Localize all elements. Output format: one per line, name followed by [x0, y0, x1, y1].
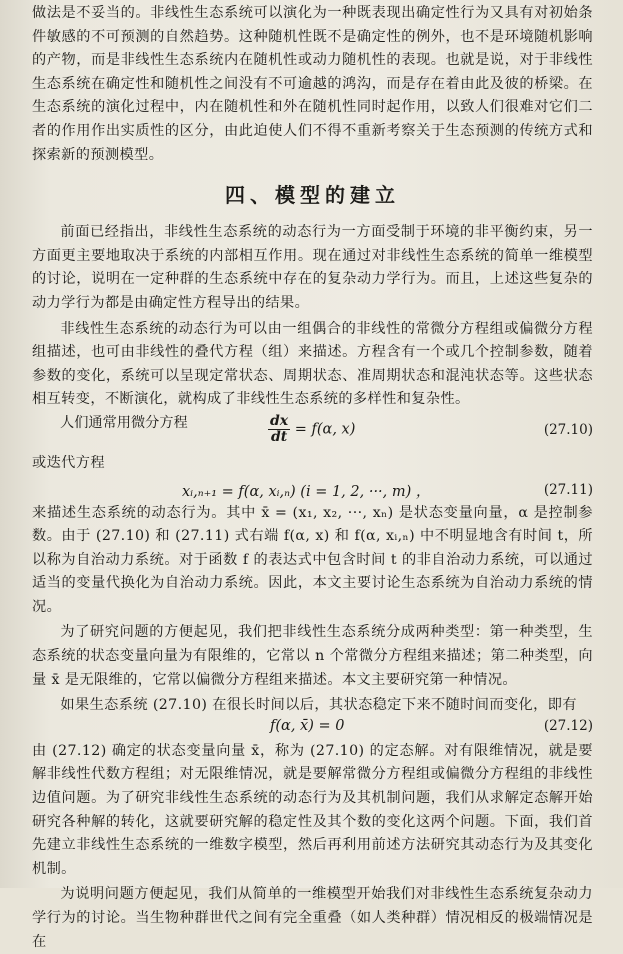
equation-number-27-11: (27.11) [543, 481, 593, 498]
equation-lead-text: 人们通常用微分方程 [60, 414, 188, 431]
equation-rhs: = f(α, x) [290, 421, 356, 438]
paragraph-steady-solution: 由 (27.12) 确定的状态变量向量 x̄，称为 (27.10) 的定态解。对有限维情况，就是要解非线性代数方程组；对无限维情况，就是要解常微分方程组或偏微分方程组的非线性边值问题。为了研究非线性生态系统的动态行为及其机制问题，我们从求解定态解开始研究各种解的转化，这就要研究解的稳定性及其个数的变化这两个问题。下面，我们首先建立非线性生态系统的一维数字模型，然后再利用前述方法研究其动态行为及其变化机制。 [32, 742, 593, 877]
paragraph-system-types: 为了研究问题的方便起见，我们把非线性生态系统分成两种类型：第一种类型，生态系统的状态变量向量为有限维的，它常以 n 个常微分方程组来描述；第二种类型，向量 x̄ 是无限维的，它常以偏微分方程组来描述。本文主要研究第一种情况。 [32, 624, 593, 688]
paragraph-model-intro: 前面已经指出，非线性生态系统的动态行为一方面受制于环境的非平衡约束，另一方面更主要地取决于系统的内部相互作用。现在通过对非线性生态系统的简单一维模型的讨论，说明在一定种群的生态系统中存在的复杂动力学行为。而且，上述这些复杂的动力学行为都是由确定性方程导出的结果。 [32, 224, 593, 311]
equation-row-27-11 [32, 476, 593, 502]
derivative-fraction [268, 414, 290, 445]
equation-number-27-12: (27.12) [543, 717, 593, 734]
paragraph-autonomous-system: 来描述生态系统的动态行为。其中 x̄ = (x₁, x₂, ···, xₙ) 是状态变量向量，α 是控制参数。由于 (27.10) 和 (27.11) 式右端 f(α, x) 和 f(α, xᵢ,ₙ) 中不明显地含有时间 t，所以称为自治动力系统。对于函数 f 的表达式中包含时间 t 的非自治动力系统，可以通过适当的变量代换化为自治动力系统。因此，本文主要讨论生态系统为自治动力系统的情况。 [32, 504, 593, 615]
equation-27-10 [268, 414, 355, 445]
equation-27-11: xᵢ,ₙ₊₁ = f(α, xᵢ,ₙ) (i = 1, 2, ···, m) ， [182, 483, 431, 500]
equation-row-27-12 [32, 718, 593, 740]
equation-27-12: f(α, x̄) = 0 [270, 717, 345, 734]
fraction-denominator: dt [270, 428, 288, 445]
paragraph-iterative-lead: 或迭代方程 [32, 454, 105, 471]
equation-row-27-10 [32, 412, 593, 446]
section-title: 四、模型的建立 [225, 183, 400, 208]
paragraph-steady-state-lead: 如果生态系统 (27.10) 在很长时间以后，其状态稳定下来不随时间而变化，即有 [60, 697, 577, 714]
paragraph-one-dimensional-model: 为说明问题方便起见，我们从简单的一维模型开始我们对非线性生态系统复杂动力学行为的讨论。当生物种群世代之间有完全重叠（如人类种群）情况相反的极端情况是在 [32, 886, 593, 950]
paragraph-equations-desc: 非线性生态系统的动态行为可以由一组偶合的非线性的常微分方程组或偏微分方程组描述，也可由非线性的叠代方程（组）来描述。方程含有一个或几个控制参数，随着参数的变化，系统可以呈现定常状态、周期状态、准周期状态和混沌状态等。这些状态相互转变，不断演化，就构成了非线性生态系统的多样性和复杂性。 [32, 320, 593, 408]
equation-number-27-10: (27.10) [543, 421, 593, 438]
paragraph-intro: 做法是不妥当的。非线性生态系统可以演化为一种既表现出确定性行为又具有对初始条件敏感的不可预测的自然趋势。这种随机性既不是确定性的例外，也不是环境随机影响的产物，而是非线性生态系统内在随机性或动力随机性的表现。也就是说，对于非线性生态系统在确定性和随机性之间没有不可逾越的鸿沟，而是存在着由此及彼的桥梁。在生态系统的演化过程中，内在随机性和外在随机性同时起作用，以致人们很难对它们二者的作用作出实质性的区分，由此迫使人们不得不重新考察关于生态预测的传统方式和探索新的预测模型。 [32, 5, 593, 163]
fraction-numerator: dx [270, 412, 289, 429]
